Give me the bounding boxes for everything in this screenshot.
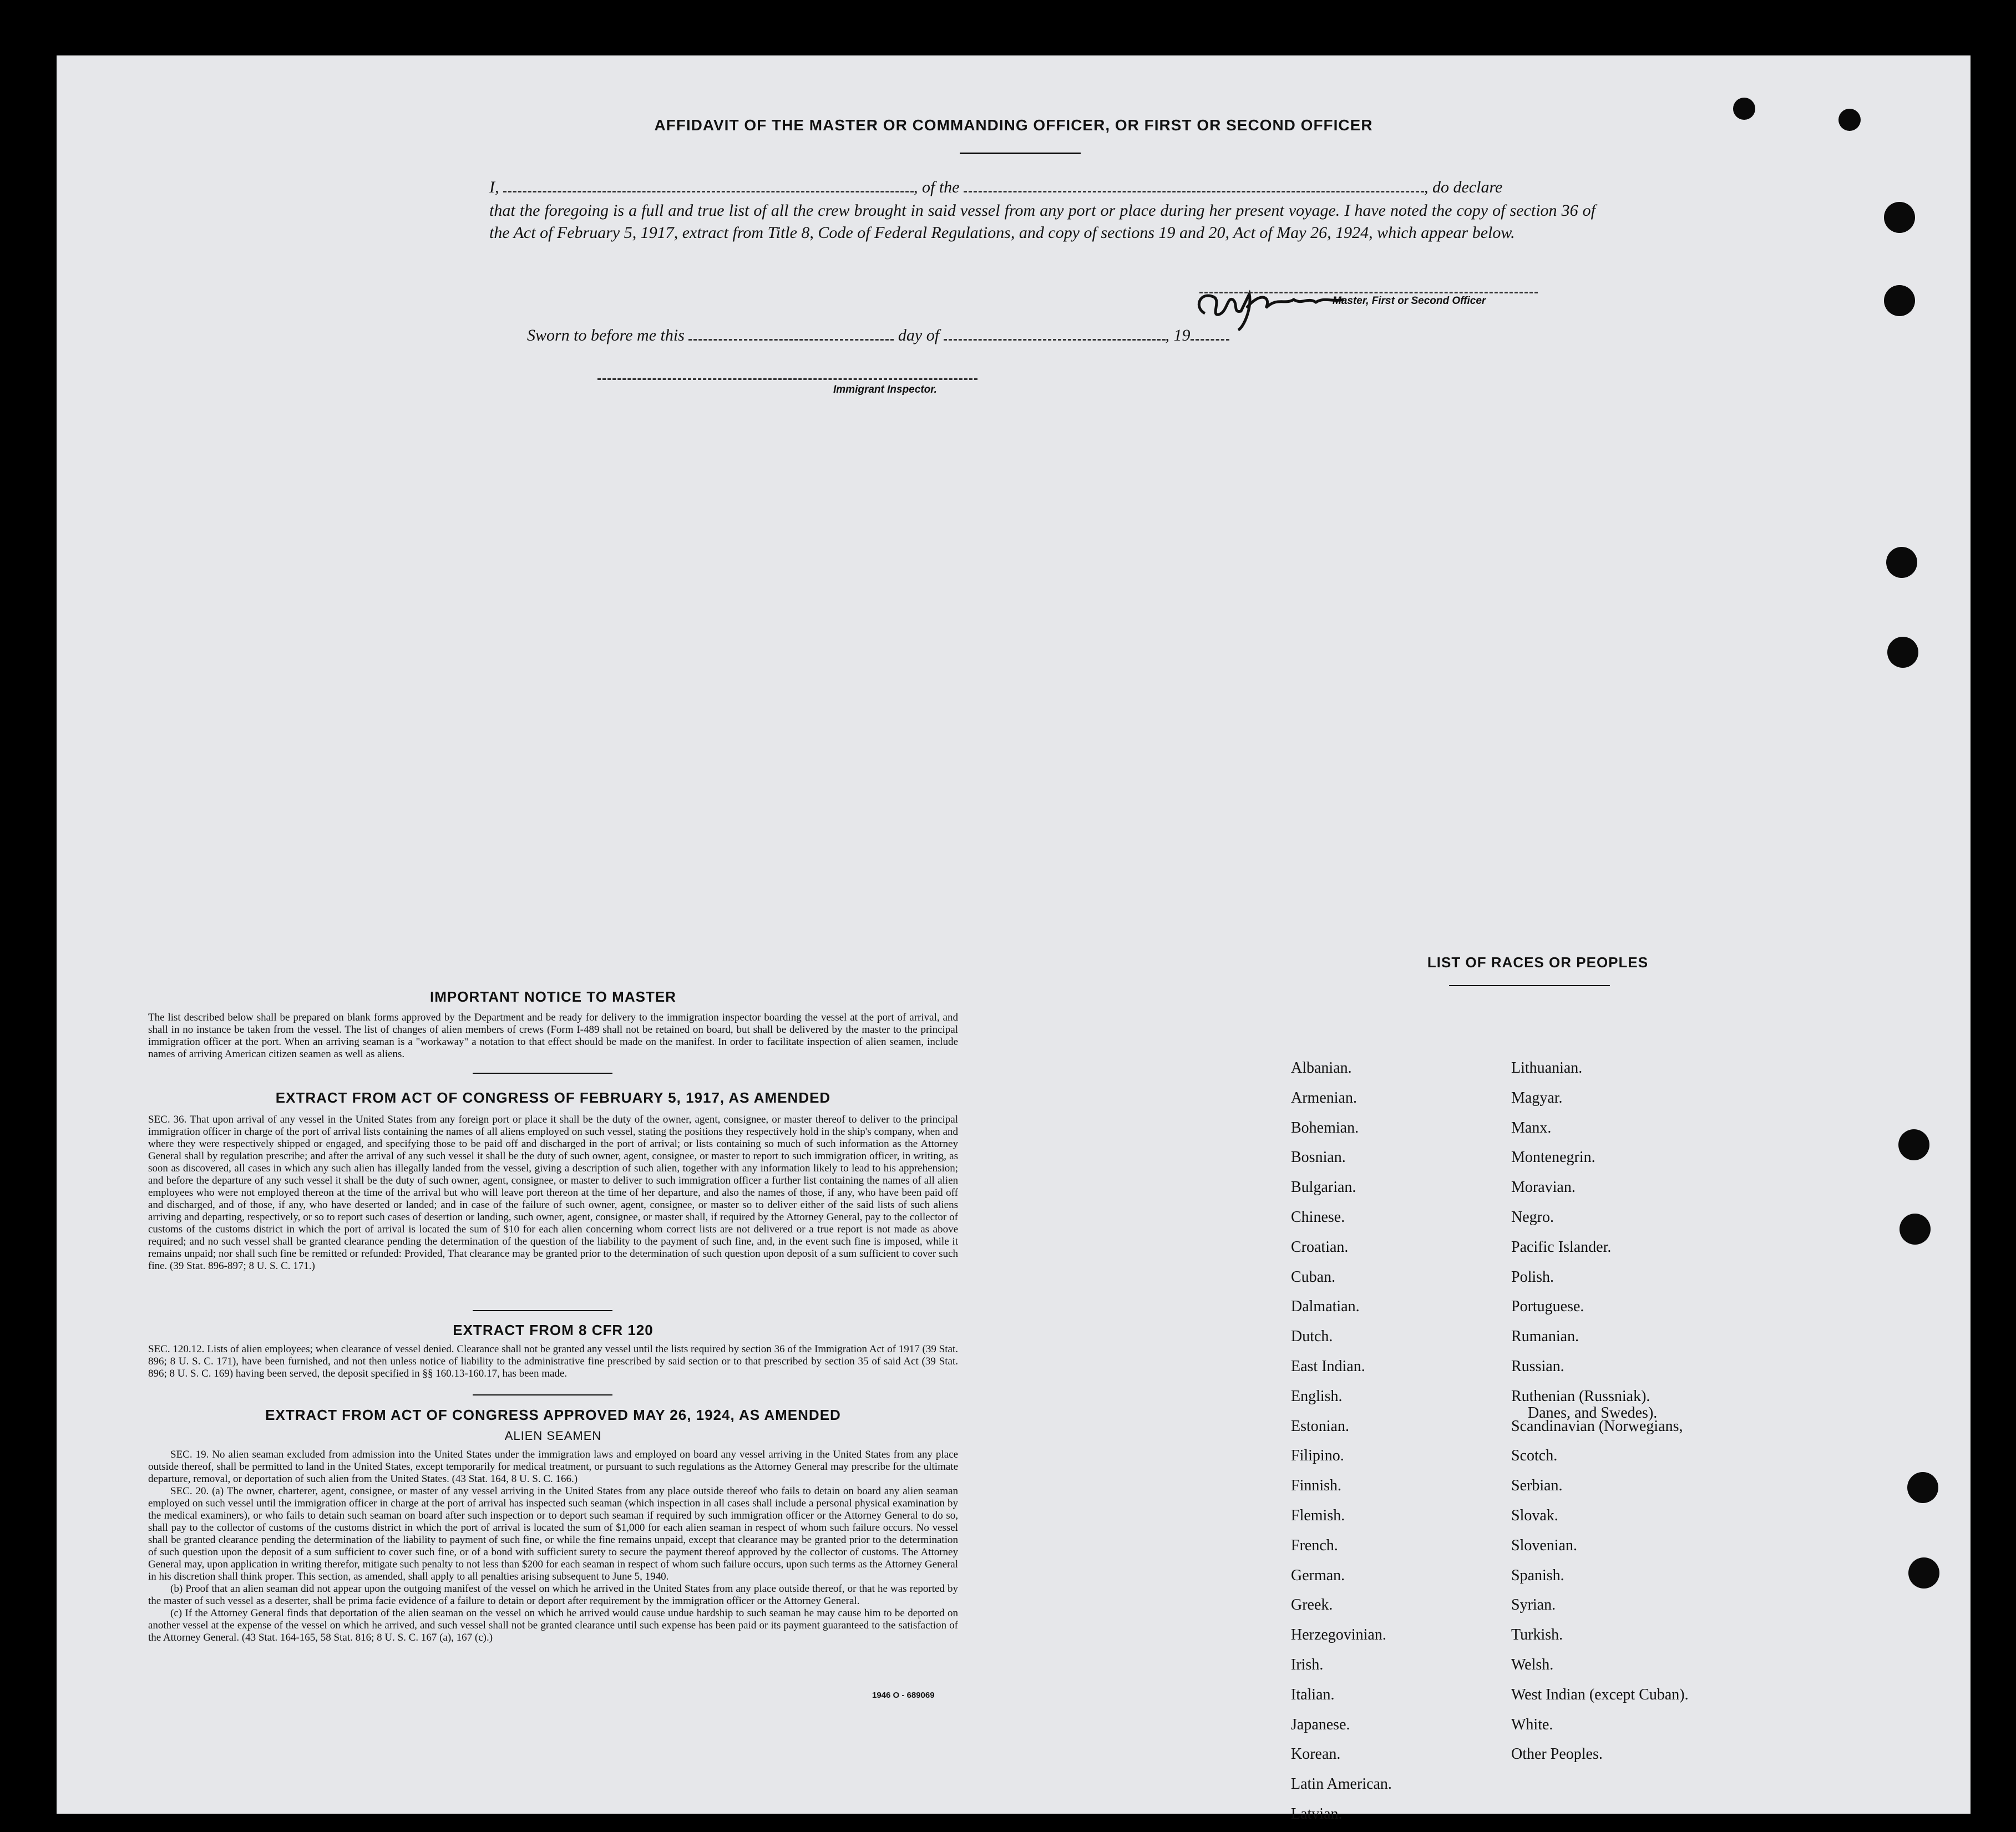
notice-divider [473, 1073, 612, 1074]
extract-1917-title: EXTRACT FROM ACT OF CONGRESS OF FEBRUARY 5, 1917, AS AMENDED [275, 1089, 831, 1106]
race-item: Irish. [1291, 1656, 1324, 1673]
race-item: Finnish. [1291, 1477, 1342, 1495]
punch-hole [1898, 1129, 1929, 1160]
race-item: Greek. [1291, 1596, 1333, 1614]
race-item: Flemish. [1291, 1507, 1345, 1524]
race-item: Scandinavian (Norwegians, [1511, 1417, 1683, 1435]
race-item: Portuguese. [1511, 1298, 1584, 1316]
inspector-caption: Immigrant Inspector. [833, 384, 937, 395]
title-divider [960, 153, 1081, 154]
race-item: Japanese. [1291, 1716, 1350, 1733]
affidavit-title: AFFIDAVIT OF THE MASTER OR COMMANDING OFFICER, OR FIRST OR SECOND OFFICER [654, 116, 1373, 134]
race-item: Russian. [1511, 1358, 1564, 1375]
race-item: Italian. [1291, 1686, 1335, 1703]
punch-hole [1908, 1557, 1939, 1589]
extract-1917-body: SEC. 36. That upon arrival of any vessel in the United States from any foreign port or place it shall be the duty of the owner, agent, consignee, or master thereof to deliver to the principal immigration officer in charge of the port of arrival lists containing the names of all aliens employed on such vessel, stating the positions they respectively hold in the ship's company, when and where they were respectively shipped or engaged, and specifying those to be paid off and discharged in the port of arrival; or lists containing so much of such information as the Attorney General shall by regulation prescribe; and after the arrival of any such vessel it shall be the duty of such owner, agent, consignee, or master to report to such immigration officer, in writing, as soon as discovered, all cases in which any such alien has illegally landed from the vessel, giving a description of such alien, together with any information likely to lead to his apprehension; and before the departure of any such vessel it shall be the duty of such owner, agent, consignee, or master to deliver to such immigration officer a further list containing the names of all alien employees who were not employed thereon at the time of the arrival but who will leave port thereon at the time of her departure, and also the names of those, if any, who have been paid off and discharged, and of those, if any, who have deserted or landed; and in case of the failure of such owner, agent, consignee, or master so to deliver either of the said lists of such aliens arriving and departing, respectively, or so to report such cases of desertion or landing, such owner, agent, consignee, or master shall, if required by the Attorney General, pay to the collector of customs of the customs district in which the port of arrival is located the sum of $10 for each alien concerning whom correct lists are not delivered or a true report is not made as above required; and no such vessel shall be granted clearance pending the determination of the question of the liability to the payment of such fine, and, in the event such fine is imposed, while it remains unpaid; nor shall such fine be remitted or refunded: Provided, That clearance may be granted prior to the determination of such question upon deposit of a sum sufficient to cover such fine. (39 Stat. 896-897; 8 U. S. C. 171.) [148, 1114, 958, 1272]
sworn-day-of: day of [898, 326, 940, 344]
race-item: Welsh. [1511, 1656, 1554, 1673]
race-item: Latin American. [1291, 1775, 1392, 1793]
inspector-signature-line [597, 378, 977, 380]
affidavit-declaration-line [489, 176, 1595, 199]
race-item: Latvian. [1291, 1805, 1343, 1823]
race-item: Korean. [1291, 1745, 1341, 1763]
extract-1917-divider [473, 1310, 612, 1311]
race-item: French. [1291, 1536, 1338, 1554]
race-item: Scotch. [1511, 1447, 1558, 1465]
race-item: Polish. [1511, 1268, 1554, 1286]
race-item: Dutch. [1291, 1328, 1333, 1346]
race-item: Albanian. [1291, 1059, 1352, 1077]
signature-line [1199, 292, 1538, 293]
race-item: Dalmatian. [1291, 1298, 1360, 1316]
race-item: Other Peoples. [1511, 1745, 1603, 1763]
sec-20b: (b) Proof that an alien seaman did not appear upon the outgoing manifest of the vessel on which he arrived in the United States from any place outside thereof, or that he was reported by the master of such vessel as a deserter, shall be prima facie evidence of a failure to detain or deport after requirement by the immigration officer or the Attorney General. [148, 1583, 958, 1607]
sec-20c: (c) If the Attorney General finds that deportation of the alien seaman on the vessel on which he arrived would cause undue hardship to such seaman he may cause him to be deported on another vessel at the expense of the vessel on which he arrived, and such vessel shall not be granted clearance until such expense has been paid or its payment guaranteed to the satisfaction of the Attorney General. (43 Stat. 164-165, 58 Stat. 816; 8 U. S. C. 167 (a), 167 (c).) [148, 1607, 958, 1643]
punch-hole [1733, 98, 1755, 120]
sworn-month-blank [944, 339, 1166, 341]
race-item: Herzegovinian. [1291, 1626, 1386, 1644]
race-item: Armenian. [1291, 1089, 1357, 1107]
race-item: Danes, and Swedes). [1528, 1404, 1658, 1422]
race-item: Turkish. [1511, 1626, 1563, 1644]
sworn-line [527, 326, 1229, 345]
name-blank [503, 191, 914, 192]
race-item: Manx. [1511, 1119, 1552, 1136]
race-item: Lithuanian. [1511, 1059, 1583, 1077]
races-divider [1449, 985, 1610, 986]
document-page [57, 55, 1971, 1823]
extract-cfr-divider [473, 1394, 612, 1395]
affidavit-i: I, [489, 178, 499, 196]
affidavit-body: that the foregoing is a full and true list of all the crew brought in said vessel from any port or place during her present voyage. I have noted the copy of section 36 of the Act of February 5, 1917, extract from Title 8, Code of Federal Regulations, and copy of sections 19 and 20, Act of May 26, 1924, which appear below. [489, 201, 1595, 242]
punch-hole [1884, 285, 1915, 316]
race-item: Bosnian. [1291, 1149, 1346, 1166]
race-item: Estonian. [1291, 1417, 1349, 1435]
race-item: Bohemian. [1291, 1119, 1359, 1136]
punch-hole [1884, 202, 1915, 233]
punch-hole [1907, 1472, 1938, 1503]
race-item: Chinese. [1291, 1209, 1345, 1226]
notice-title: IMPORTANT NOTICE TO MASTER [430, 988, 676, 1005]
affidavit-do-declare: , do declare [1424, 178, 1503, 196]
sec-20a: SEC. 20. (a) The owner, charterer, agent, consignee, or master of any vessel arriving in the United States from any place outside thereof who fails to detain on board any alien seaman employed on such vessel until the immigration officer in charge at the port of arrival has inspected such seaman (which inspection in all cases shall include a personal physical examination by the medical examiners), or who fails to detain such seaman on board after such inspection or to deport such seaman if required by such immigration officer or the Attorney General to do so, shall pay to the collector of customs of the customs district in which the port of arrival is located the sum of $1,000 for each alien seaman in respect of whom such failure occurs. No vessel shall be granted clearance pending the determination of the liability to payment of such fine, or while the fine remains unpaid, except that clearance may be granted prior to the determination of such question upon the deposit of a sum sufficient to cover such fine, or of a bond with sufficient surety to secure the payment thereof approved by the collector of customs. The Attorney General may, upon application in writing therefor, mitigate such penalty to not less than $200 for each seaman in respect of whom such failure occurs, upon such terms as the Attorney General in his discretion shall think proper. This section, as amended, shall apply to all penalties arising subsequent to June 5, 1940. [148, 1485, 958, 1582]
race-item: Cuban. [1291, 1268, 1336, 1286]
sworn-prefix: Sworn to before me this [527, 326, 685, 344]
race-item: Filipino. [1291, 1447, 1344, 1465]
affidavit-block [489, 176, 1595, 244]
punch-hole [1838, 109, 1861, 131]
sec-19: SEC. 19. No alien seaman excluded from admission into the United States under the immigration laws and employed on board any vessel arriving in the United States from any place outside thereof, shall be permitted to land in the United States, except temporarily for medical treatment, or pursuant to such regulations as the Attorney General may prescribe for the ultimate departure, removal, or deportation of such alien from the United States. (43 Stat. 164, 8 U. S. C. 166.) [148, 1449, 958, 1485]
signature-caption: Master, First or Second Officer [1333, 295, 1486, 307]
extract-1924-subtitle: ALIEN SEAMEN [504, 1429, 602, 1443]
vessel-blank [964, 191, 1424, 192]
race-item: Bulgarian. [1291, 1179, 1356, 1196]
race-item: English. [1291, 1387, 1343, 1405]
race-item: White. [1511, 1716, 1553, 1733]
race-item: German. [1291, 1566, 1345, 1584]
race-item: East Indian. [1291, 1358, 1365, 1375]
race-item: Moravian. [1511, 1179, 1576, 1196]
punch-hole [1887, 637, 1918, 668]
extract-cfr-title: EXTRACT FROM 8 CFR 120 [453, 1322, 654, 1338]
race-item: Slovenian. [1511, 1536, 1577, 1554]
race-item: Syrian. [1511, 1596, 1556, 1614]
race-item: Montenegrin. [1511, 1149, 1595, 1166]
race-item: Spanish. [1511, 1566, 1564, 1584]
race-item: Rumanian. [1511, 1328, 1579, 1346]
race-item: Croatian. [1291, 1238, 1349, 1256]
affidavit-of-the: , of the [914, 178, 960, 196]
sworn-year-blank [1191, 339, 1229, 341]
extract-1924-body [148, 1449, 958, 1644]
extract-cfr-body: SEC. 120.12. Lists of alien employees; when clearance of vessel denied. Clearance shall not be granted any vessel until the lists required by section 36 of the Immigration Act of 1917 (39 Stat. 896; 8 U. S. C. 171), have been furnished, and not then unless notice of liability to the administrative fine prescribed by said section or to that prescribed by section 35 of said Act (39 Stat. 896; 8 U. S. C. 169) having been served, the deposit specified in §§ 160.13-160.17, has been made. [148, 1343, 958, 1379]
extract-1924-title: EXTRACT FROM ACT OF CONGRESS APPROVED MAY 26, 1924, AS AMENDED [265, 1407, 841, 1423]
race-item: Negro. [1511, 1209, 1554, 1226]
punch-hole [1900, 1214, 1931, 1245]
notice-body: The list described below shall be prepared on blank forms approved by the Department and be ready for delivery to the immigration inspector boarding the vessel at the port of arrival, and shall in no instance be taken from the vessel. The list of changes of alien members of crews (Form I-489 shall not be retained on board, but shall be delivered by the master to the principal immigration officer at the port. When an arriving seaman is a "workaway" a notation to that effect should be made on the manifest. In order to facilitate inspection of alien seamen, include names of arriving American citizen seamen as well as aliens. [148, 1012, 958, 1060]
print-code: 1946 O - 689069 [872, 1691, 935, 1700]
race-item: Serbian. [1511, 1477, 1563, 1495]
sworn-year-prefix: , 19 [1165, 326, 1191, 344]
race-item: West Indian (except Cuban). [1511, 1686, 1689, 1703]
punch-hole [1886, 547, 1917, 578]
race-item: Pacific Islander. [1511, 1238, 1612, 1256]
race-item: Slovak. [1511, 1507, 1558, 1524]
races-title: LIST OF RACES OR PEOPLES [1427, 954, 1649, 971]
sworn-day-blank [688, 339, 894, 341]
race-item: Magyar. [1511, 1089, 1563, 1107]
race-item: Ruthenian (Russniak). [1511, 1387, 1650, 1405]
